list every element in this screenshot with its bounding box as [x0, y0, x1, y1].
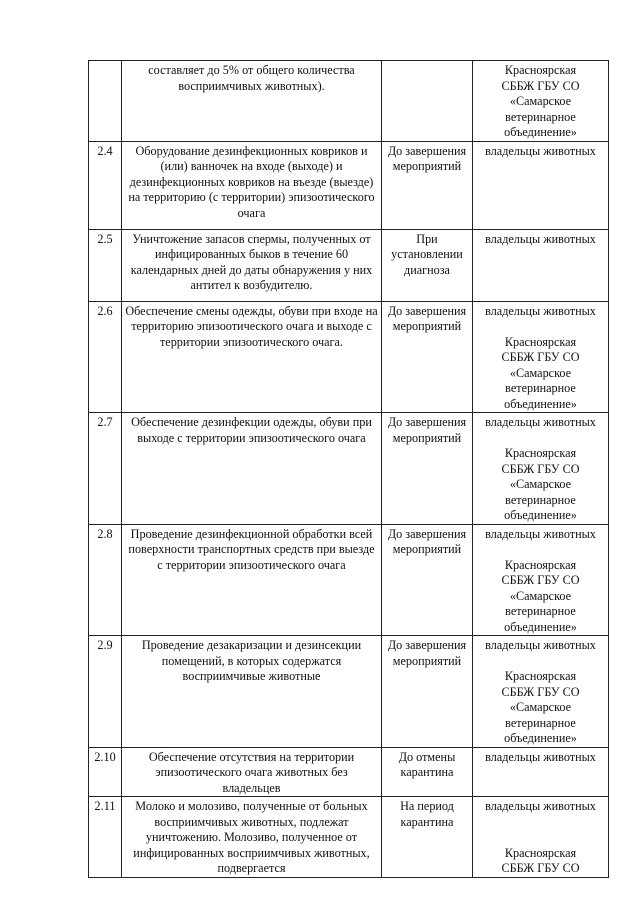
- table-row: [89, 141, 609, 229]
- responsible-line: ветеринарное: [505, 715, 576, 730]
- line-gap: [476, 654, 605, 670]
- measure-deadline: [382, 61, 473, 142]
- responsible-line: владельцы животных: [485, 303, 596, 318]
- measure-deadline: До завершения мероприятий: [382, 301, 473, 413]
- responsible-party: [473, 61, 609, 142]
- responsible-party: [473, 301, 609, 413]
- responsible-line: СББЖ ГБУ СО: [501, 861, 580, 875]
- responsible-line: ветеринарное: [505, 492, 576, 507]
- row-number: 2.10: [89, 747, 122, 797]
- responsible-line: объединение»: [504, 125, 577, 139]
- measure-description: составляет до 5% от общего количества восприимчивых животных).: [122, 61, 382, 142]
- responsible-line: СББЖ ГБУ СО: [501, 573, 580, 587]
- responsible-line: объединение»: [504, 619, 577, 634]
- responsible-line: «Самарское: [509, 477, 572, 491]
- responsible-party: [473, 229, 609, 301]
- responsible-line: «Самарское: [509, 94, 572, 108]
- responsible-line: владельцы животных: [485, 231, 596, 246]
- measure-description: Уничтожение запасов спермы, полученных от инфицированных быков в течение 60 календарных дней до даты обнаружения у них антител к возбудителю.: [122, 229, 382, 301]
- measure-deadline: До завершения мероприятий: [382, 636, 473, 748]
- table-row: [89, 636, 609, 748]
- responsible-line: Красноярская: [504, 446, 577, 460]
- responsible-line: владельцы животных: [485, 526, 596, 541]
- responsible-party: [473, 636, 609, 748]
- table-row: [89, 747, 609, 797]
- measure-deadline: До завершения мероприятий: [382, 524, 473, 636]
- measure-deadline: На период карантина: [382, 797, 473, 878]
- responsible-line: СББЖ ГБУ СО: [501, 78, 580, 93]
- row-number: 2.5: [89, 229, 122, 301]
- measure-deadline: При установлении диагноза: [382, 229, 473, 301]
- row-number: 2.9: [89, 636, 122, 748]
- row-number: 2.6: [89, 301, 122, 413]
- responsible-line: ветеринарное: [505, 604, 576, 618]
- table-row: [89, 797, 609, 878]
- measure-description: Проведение дезакаризации и дезинсекции помещений, в которых содержатся восприимчивые животные: [122, 636, 382, 748]
- measure-deadline: До отмены карантина: [382, 747, 473, 797]
- responsible-line: владельцы животных: [485, 143, 596, 158]
- responsible-line: владельцы животных: [485, 799, 596, 813]
- responsible-line: Красноярская: [504, 334, 577, 349]
- measure-description: Оборудование дезинфекционных ковриков и (или) ванночек на входе (выходе) и дезинфекционных ковриков на въезде (выезде) на территорию (с территории) эпизоотического очага: [122, 141, 382, 229]
- responsible-line: Красноярская: [504, 63, 577, 77]
- row-number: 2.8: [89, 524, 122, 636]
- measure-description: Молоко и молозиво, полученные от больных восприимчивых животных, подлежат уничтожению. Молозиво, полученное от инфицированных восприимчивых животных, подвергается: [122, 797, 382, 878]
- responsible-line: объединение»: [504, 731, 577, 745]
- table-row: [89, 229, 609, 301]
- responsible-line: Красноярская: [504, 845, 577, 860]
- line-gap: [476, 830, 605, 846]
- measure-description: Проведение дезинфекционной обработки всей поверхности транспортных средств при выезде с территории эпизоотического очага: [122, 524, 382, 636]
- measure-deadline: До завершения мероприятий: [382, 141, 473, 229]
- row-number: 2.7: [89, 413, 122, 525]
- responsible-line: «Самарское: [509, 365, 572, 380]
- responsible-line: владельцы животных: [485, 415, 596, 429]
- measure-description: Обеспечение дезинфекции одежды, обуви при выходе с территории эпизоотического очага: [122, 413, 382, 525]
- responsible-line: владельцы животных: [485, 749, 596, 764]
- line-gap: [476, 542, 605, 558]
- line-gap: [476, 319, 605, 335]
- measure-description: Обеспечение смены одежды, обуви при входе на территорию эпизоотического очага и выходе с территории эпизоотического очага.: [122, 301, 382, 413]
- row-number: 2.11: [89, 797, 122, 878]
- table-row: [89, 524, 609, 636]
- row-number: [89, 61, 122, 142]
- responsible-party: [473, 141, 609, 229]
- responsible-line: «Самарское: [509, 700, 572, 714]
- measures-table-body: [89, 61, 609, 878]
- responsible-line: СББЖ ГБУ СО: [501, 461, 580, 476]
- responsible-party: [473, 747, 609, 797]
- row-number: 2.4: [89, 141, 122, 229]
- responsible-party: [473, 797, 609, 878]
- responsible-line: Красноярская: [504, 557, 577, 572]
- responsible-line: ветеринарное: [505, 381, 576, 395]
- line-gap: [476, 431, 605, 447]
- responsible-line: СББЖ ГБУ СО: [501, 684, 580, 699]
- responsible-line: Красноярская: [504, 669, 577, 683]
- responsible-line: владельцы животных: [485, 638, 596, 652]
- table-row: [89, 61, 609, 142]
- line-gap: [476, 815, 605, 831]
- responsible-line: объединение»: [504, 396, 577, 411]
- table-row: [89, 413, 609, 525]
- responsible-line: СББЖ ГБУ СО: [501, 350, 580, 364]
- table-row: [89, 301, 609, 413]
- responsible-party: [473, 413, 609, 525]
- measure-deadline: До завершения мероприятий: [382, 413, 473, 525]
- responsible-line: «Самарское: [509, 588, 572, 603]
- responsible-line: ветеринарное: [505, 109, 576, 124]
- measure-description: Обеспечение отсутствия на территории эпизоотического очага животных без владельцев: [122, 747, 382, 797]
- responsible-party: [473, 524, 609, 636]
- measures-table: [88, 60, 609, 878]
- responsible-line: объединение»: [504, 508, 577, 522]
